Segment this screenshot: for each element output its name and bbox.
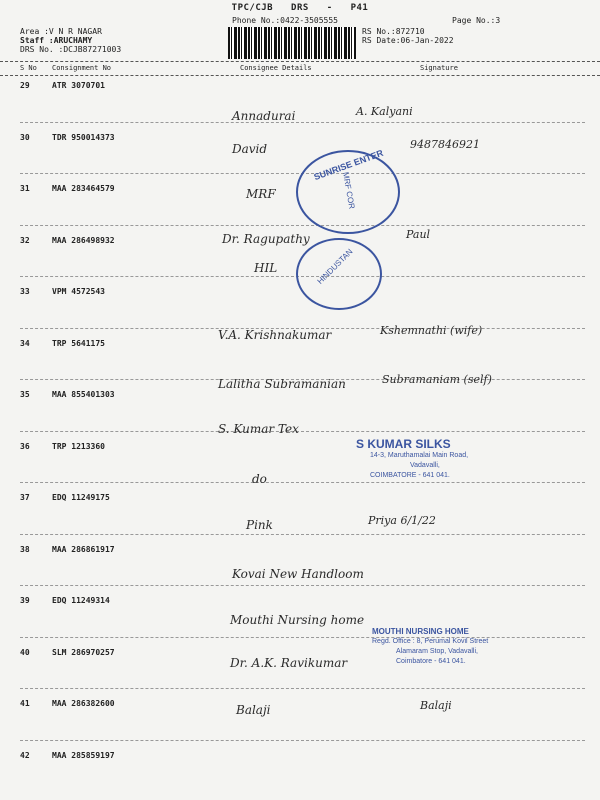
row-sno: 30	[20, 132, 30, 142]
row-consignee: do	[252, 472, 267, 486]
row-sno: 41	[20, 699, 30, 708]
hil-stamp	[296, 238, 382, 310]
page-number: Page No.:3	[452, 16, 501, 25]
document-title: TPC/CJB DRS - P41	[231, 3, 369, 13]
row-consignee: MRF	[246, 187, 276, 201]
row-divider	[20, 225, 585, 226]
mouthi-stamp-name: MOUTHI NURSING HOME	[372, 627, 469, 636]
row-sno: 33	[20, 287, 30, 296]
kumar-stamp-addr2: Vadavalli,	[410, 462, 440, 469]
row-sno: 38	[20, 544, 30, 554]
row-consignment: ATR 3070701	[52, 81, 105, 90]
row-consignee: HIL	[254, 261, 278, 275]
kumar-stamp-name: S KUMAR SILKS	[356, 437, 451, 451]
area-field: Area :V N R NAGAR	[20, 27, 102, 36]
table-row	[0, 750, 600, 760]
row-consignment: VPM 4572543	[52, 287, 105, 296]
drs-number: DRS No. :DCJB87271003	[20, 45, 122, 54]
row-consignment: EDQ 11249175	[52, 493, 110, 502]
row-sno: 32	[20, 235, 30, 245]
row-signature: Kshemnathi (wife)	[380, 324, 483, 337]
row-consignment: TRP 5641175	[52, 338, 105, 348]
table-row	[0, 544, 600, 554]
row-divider	[20, 688, 585, 689]
row-divider	[20, 431, 585, 432]
row-sno: 39	[20, 596, 30, 605]
row-sno: 40	[20, 647, 30, 657]
row-sno: 37	[20, 493, 30, 502]
row-consignment: EDQ 11249314	[52, 596, 110, 605]
title-right: P41	[350, 3, 369, 13]
kumar-stamp-addr1: 14-3, Maruthamalai Main Road,	[370, 452, 469, 459]
rs-date: RS Date:06-Jan-2022	[362, 36, 454, 45]
row-signature: Paul	[406, 228, 431, 241]
row-consignee: Kovai New Handloom	[232, 567, 364, 581]
row-divider	[20, 585, 585, 586]
row-consignee: V.A. Krishnakumar	[218, 328, 332, 342]
row-sno: 35	[20, 390, 30, 399]
row-divider	[20, 740, 585, 741]
column-header	[0, 61, 600, 76]
row-signature: Priya 6/1/22	[368, 514, 436, 527]
barcode	[228, 27, 356, 59]
kumar-stamp-addr3: COIMBATORE - 641 041.	[370, 472, 450, 479]
sunrise-stamp-text: SUNRISE ENTER	[312, 147, 385, 183]
col-consignee: Consignee Details	[240, 64, 312, 72]
col-consignment: Consignment No	[52, 64, 112, 72]
table-row	[0, 493, 600, 502]
row-signature: Subramaniam (self)	[382, 373, 492, 386]
row-sno: 34	[20, 338, 30, 348]
row-consignee: David	[232, 142, 268, 156]
row-divider	[20, 122, 585, 123]
row-consignment: TDR 950014373	[52, 132, 115, 142]
col-sno: S No	[20, 64, 37, 72]
row-consignment: MAA 286498932	[52, 235, 115, 245]
row-divider	[20, 637, 585, 638]
row-consignment: MAA 286382600	[52, 699, 115, 708]
mouthi-stamp-addr1: Regd. Office : 8, Perumal Kovil Street	[372, 638, 489, 645]
table-row	[0, 596, 600, 605]
row-consignee: S. Kumar Tex	[218, 422, 299, 436]
row-consignment: MAA 855401303	[52, 390, 115, 399]
row-sno: 31	[20, 184, 30, 193]
row-consignee: Dr. Ragupathy	[222, 232, 310, 246]
row-signature: Balaji	[420, 699, 452, 712]
title-mid: DRS	[291, 3, 309, 13]
hil-stamp-text: HINDUSTAN	[315, 247, 355, 286]
mouthi-stamp-addr3: Coimbatore - 641 041.	[396, 658, 466, 665]
row-consignment: TRP 1213360	[52, 441, 105, 451]
row-divider	[20, 534, 585, 535]
row-consignment: MAA 283464579	[52, 184, 115, 193]
row-consignment: MAA 286861917	[52, 544, 115, 554]
staff-field: Staff :ARUCHAMY	[20, 36, 93, 45]
row-consignee: Pink	[246, 518, 273, 532]
table-row	[0, 132, 600, 142]
row-consignee: Annadurai	[232, 109, 296, 123]
col-signature: Signature	[420, 64, 458, 72]
row-consignment: SLM 286970257	[52, 647, 115, 657]
row-sno: 29	[20, 81, 30, 90]
row-consignment: MAA 285859197	[52, 750, 115, 760]
row-sno: 36	[20, 441, 30, 451]
rs-number: RS No.:872710	[362, 27, 425, 36]
row-divider	[20, 482, 585, 483]
row-sno: 42	[20, 750, 30, 760]
row-consignee: Dr. A.K. Ravikumar	[230, 656, 348, 670]
title-left: TPC/CJB	[231, 3, 274, 13]
row-consignee: Lalitha Subramanian	[218, 377, 346, 391]
row-signature: A. Kalyani	[356, 105, 413, 118]
mrf-stamp-text: MRF COR	[340, 171, 357, 210]
table-row	[0, 81, 600, 90]
mouthi-stamp-addr2: Alamaram Stop, Vadavalli,	[396, 648, 478, 655]
row-signature: 9487846921	[410, 138, 480, 151]
row-consignee: Balaji	[236, 703, 271, 717]
row-consignee: Mouthi Nursing home	[230, 613, 365, 627]
phone-number: Phone No.:0422-3505555	[232, 16, 338, 25]
